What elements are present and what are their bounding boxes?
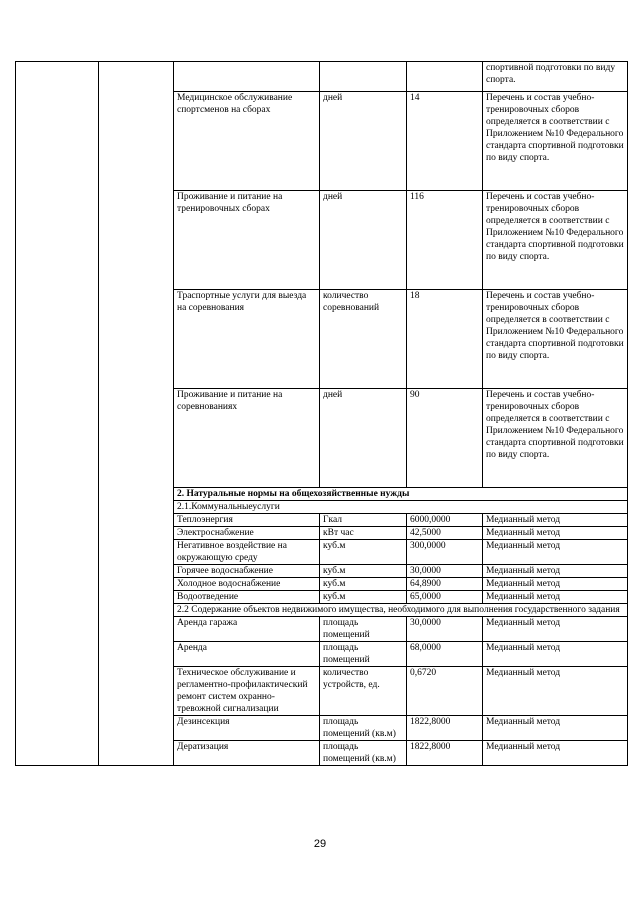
row-note: Перечень и состав учебно-тренировочных сборов определяется в соответствии с Приложением №10 Федерального стандарта спортивной подготовки по виду спорта.	[483, 389, 628, 488]
row-value: 14	[407, 92, 483, 191]
row-note: Медианный метод	[483, 667, 628, 716]
section-2-2-title: 2.2 Содержание объектов недвижимого имущества, необходимого для выполнения государственного задания	[174, 604, 628, 617]
row-unit: куб.м	[320, 591, 407, 604]
row-value: 42,5000	[407, 527, 483, 540]
section-2-1-title: 2.1.Коммунальныеуслуги	[174, 501, 628, 514]
row-unit: дней	[320, 389, 407, 488]
table-row	[16, 62, 628, 92]
row-name: Аренда гаража	[174, 617, 320, 642]
row-value: 30,0000	[407, 617, 483, 642]
row-note: Медианный метод	[483, 565, 628, 578]
row-unit: кВт час	[320, 527, 407, 540]
row-name: Проживание и питание на тренировочных сборах	[174, 191, 320, 290]
row-note: Медианный метод	[483, 617, 628, 642]
row-note: Медианный метод	[483, 716, 628, 741]
row-name: Электроснабжение	[174, 527, 320, 540]
row-note: Перечень и состав учебно-тренировочных сборов определяется в соответствии с Приложением №10 Федерального стандарта спортивной подготовки по виду спорта.	[483, 92, 628, 191]
blank-column-1	[16, 62, 99, 766]
row-value: 1822,8000	[407, 741, 483, 766]
row-note: Медианный метод	[483, 591, 628, 604]
row-note: Перечень и состав учебно-тренировочных сборов определяется в соответствии с Приложением №10 Федерального стандарта спортивной подготовки по виду спорта.	[483, 191, 628, 290]
row-note: Медианный метод	[483, 540, 628, 565]
row-name: Холодное водоснабжение	[174, 578, 320, 591]
norms-table	[15, 61, 628, 766]
row-name: Теплоэнергия	[174, 514, 320, 527]
row-name: Негативное воздействие на окружающую среду	[174, 540, 320, 565]
section-2-title: 2. Натуральные нормы на общехозяйственные нужды	[174, 488, 628, 501]
row-value: 68,0000	[407, 642, 483, 667]
row-name: Техническое обслуживание и регламентно-профилактический ремонт систем охранно-тревожной сигнализации	[174, 667, 320, 716]
row-unit: дней	[320, 92, 407, 191]
row-unit: Гкал	[320, 514, 407, 527]
row-unit: куб.м	[320, 540, 407, 565]
row-unit: куб.м	[320, 578, 407, 591]
row-unit: площадь помещений (кв.м)	[320, 741, 407, 766]
row-unit: дней	[320, 191, 407, 290]
row-note: Медианный метод	[483, 642, 628, 667]
row-name: Водоотведение	[174, 591, 320, 604]
row-unit: количество устройств, ед.	[320, 667, 407, 716]
row-name	[174, 62, 320, 92]
row-note: Медианный метод	[483, 527, 628, 540]
row-unit: площадь помещений	[320, 617, 407, 642]
row-value: 116	[407, 191, 483, 290]
row-value: 18	[407, 290, 483, 389]
row-unit	[320, 62, 407, 92]
row-unit: площадь помещений (кв.м)	[320, 716, 407, 741]
row-value: 0,6720	[407, 667, 483, 716]
row-name: Медицинское обслуживание спортсменов на сборах	[174, 92, 320, 191]
row-note: Перечень и состав учебно-тренировочных сборов определяется в соответствии с Приложением №10 Федерального стандарта спортивной подготовки по виду спорта.	[483, 290, 628, 389]
row-value: 64,8900	[407, 578, 483, 591]
row-name: Аренда	[174, 642, 320, 667]
row-name: Дезинсекция	[174, 716, 320, 741]
row-value	[407, 62, 483, 92]
blank-column-2	[99, 62, 174, 766]
row-value: 6000,0000	[407, 514, 483, 527]
row-note: Медианный метод	[483, 578, 628, 591]
row-value: 1822,8000	[407, 716, 483, 741]
row-unit: количество соревнований	[320, 290, 407, 389]
row-value: 65,0000	[407, 591, 483, 604]
page-number: 29	[313, 838, 327, 850]
row-name: Траспортные услуги для выезда на соревнования	[174, 290, 320, 389]
row-value: 30,0000	[407, 565, 483, 578]
row-note: спортивной подготовки по виду спорта.	[483, 62, 628, 92]
row-name: Горячее водоснабжение	[174, 565, 320, 578]
row-note: Медианный метод	[483, 741, 628, 766]
row-name: Дератизация	[174, 741, 320, 766]
row-value: 90	[407, 389, 483, 488]
row-unit: куб.м	[320, 565, 407, 578]
row-unit: площадь помещений	[320, 642, 407, 667]
row-name: Проживание и питание на соревнованиях	[174, 389, 320, 488]
row-note: Медианный метод	[483, 514, 628, 527]
row-value: 300,0000	[407, 540, 483, 565]
